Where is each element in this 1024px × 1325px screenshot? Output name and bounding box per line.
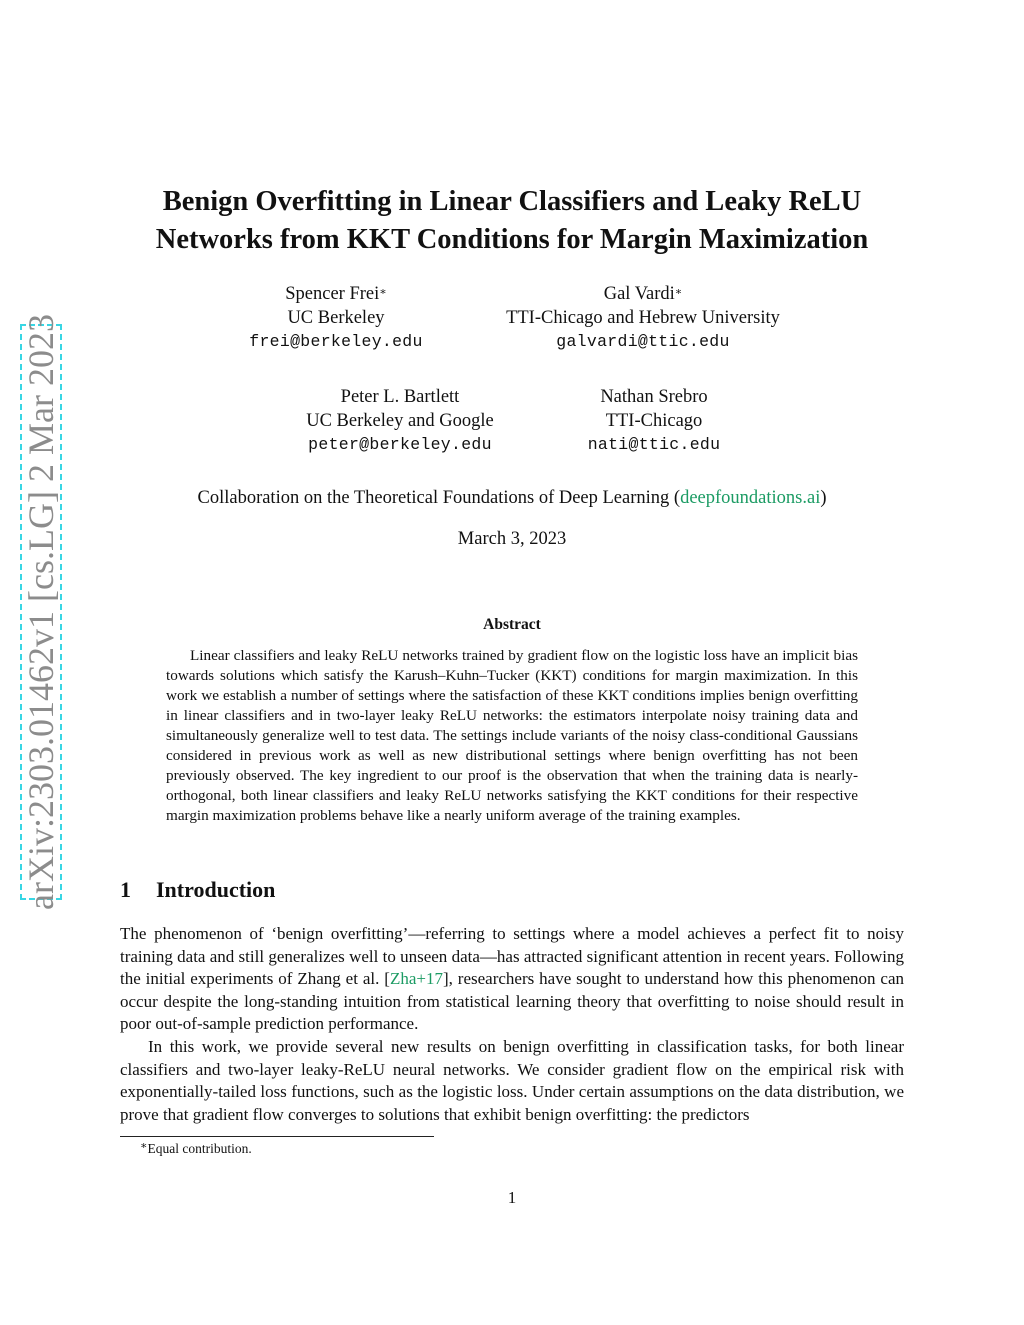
deepfoundations-link[interactable]: deepfoundations.ai (680, 488, 821, 508)
citation-link[interactable]: Zha+17 (389, 969, 443, 989)
title-line-1: Benign Overfitting in Linear Classifiers and Leaky ReLU (162, 186, 862, 217)
author-email[interactable]: nati@ttic.edu (587, 435, 721, 454)
footnote-text: Equal contribution. (147, 1141, 252, 1156)
footnote (140, 1141, 252, 1157)
abstract-body (166, 646, 858, 826)
intro-body (120, 923, 904, 1126)
abstract-heading: Abstract (483, 616, 541, 633)
intro-paragraph-2: In this work, we provide several new results on benign overfitting in classification tasks, for both linear classifiers and two-layer leaky-ReLU neural networks. We consider gradient flow on the empirical risk with exponentially-tailed loss functions, such as the logistic loss. Under certain assumptions on the data distribution, we prove that gradient flow converges to solutions that exhibit benign overfitting: the predictors (120, 1036, 904, 1124)
author-block-frei (236, 282, 436, 354)
page-number: 1 (507, 1188, 517, 1207)
author-name: Peter L. Bartlett (340, 387, 460, 407)
author-email[interactable]: peter@berkeley.edu (308, 435, 492, 454)
author-mark: ∗ (674, 286, 683, 298)
section-number: 1 (120, 877, 131, 902)
footnote-rule (120, 1136, 434, 1137)
author-affiliation: TTI-Chicago (605, 411, 703, 431)
author-mark: ∗ (379, 286, 387, 298)
author-block-vardi (480, 282, 806, 354)
author-name: Nathan Srebro (600, 387, 708, 407)
author-affiliation: TTI-Chicago and Hebrew University (506, 308, 780, 328)
arxiv-stamp-text: arXiv:2303.01462v1 [cs.LG] 2 Mar 2023 (21, 314, 61, 910)
author-name: Spencer Frei (285, 284, 380, 304)
author-block-bartlett (280, 385, 520, 457)
abstract-text: Linear classifiers and leaky ReLU networks trained by gradient flow on the logistic loss have an implicit bias towards solutions which satisfy the Karush–Kuhn–Tucker (KKT) conditions for margin maximization. In this work we establish a number of settings where the satisfaction of these KKT conditions implies benign overfitting in linear classifiers and in two-layer leaky ReLU networks: the estimators interpolate noisy training data and simultaneously generalize well to test data. The settings include variants of the noisy class-conditional Gaussians considered in previous work as well as new distributional settings where benign overfitting has not been previously observed. The key ingredient to our proof is the observation that when the training data is nearly-orthogonal, both linear classifiers and leaky ReLU networks satisfying the KKT conditions for their respective margin maximization problems behave like a nearly uniform average of the training examples. (166, 647, 858, 824)
collaboration-line (100, 488, 924, 509)
section-title: Introduction (156, 877, 276, 902)
paper-title (100, 183, 924, 259)
intro-p1-text-cont: ], researchers have sought to understand how this phenomenon can occur despite the long-standing intuition from statistical learning theory that overfitting to noise should result in poor out-of-sample prediction performance. (120, 969, 905, 1034)
arxiv-stamp (20, 314, 62, 910)
author-email[interactable]: galvardi@ttic.edu (556, 332, 730, 351)
section-heading (120, 877, 275, 903)
paper-date: March 3, 2023 (457, 529, 567, 549)
author-name: Gal Vardi (603, 284, 675, 304)
footnote-mark: ∗ (140, 1140, 148, 1152)
intro-p1-text: The phenomenon of ‘benign overfitting’—referring to settings where a model achieves a perfect fit to noisy training data and still generalizes well to unseen data—has attracted significant attention in recent years. Following the initial experiments of Zhang et al. [ (120, 924, 904, 989)
author-affiliation: UC Berkeley (287, 308, 385, 328)
collaboration-prefix: Collaboration on the Theoretical Foundations of Deep Learning ( (197, 488, 681, 508)
author-email[interactable]: frei@berkeley.edu (249, 332, 423, 351)
author-block-srebro (560, 385, 748, 457)
author-affiliation: UC Berkeley and Google (306, 411, 494, 431)
intro-paragraph-1 (120, 923, 904, 1036)
title-line-2: Networks from KKT Conditions for Margin Maximization (155, 224, 869, 255)
collaboration-suffix: ) (820, 488, 827, 508)
